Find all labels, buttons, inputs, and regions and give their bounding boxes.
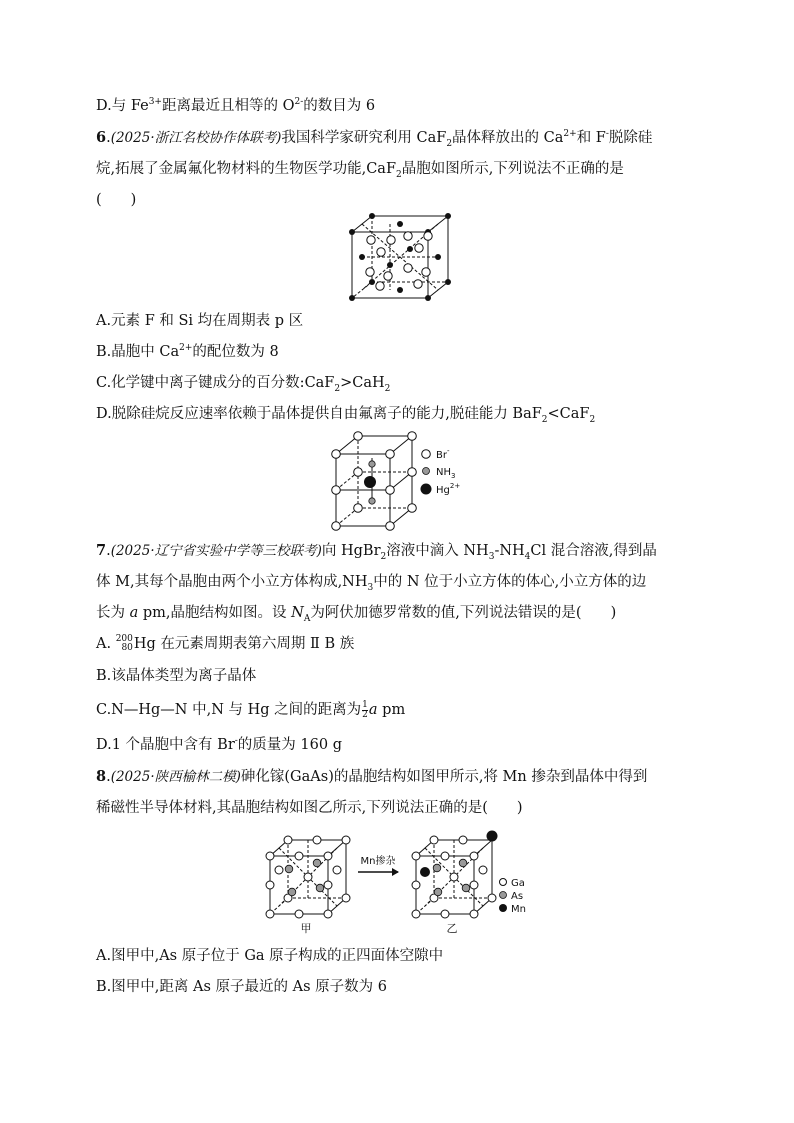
q7-stem-line3: 长为 a pm,晶胞结构如图。设 $N_A$为阿伏加德罗常数的值,下列说法错误的是( ) (96, 605, 617, 624)
mn-doping-label: Mn掺杂 (360, 856, 396, 867)
gaas-cell-jia (266, 836, 350, 918)
q8-option-b: B.图甲中,距离 As 原子最近的 As 原子数为 6 (96, 979, 387, 995)
q6-option-d: D.脱除硅烷反应速率依赖于晶体提供自由氟离子的能力,脱硅能力 BaF$_2$<CaF$_2$ (96, 406, 596, 425)
q7-option-c: C.N—Hg—N 中,N 与 Hg 之间的距离为 $\frac{1}{2}$ a pm (96, 699, 406, 720)
q7-option-a: A. 200 80 Hg 在元素周期表第六周期 Ⅱ B 族 (96, 634, 355, 653)
q6-stem-line1: 6.(2025·浙江名校协作体联考)我国科学家研究利用 CaF$_2$晶体释放出的 $Ca^{2+}$和 F-脱除硅 (96, 129, 653, 149)
gaas-cells-figure (262, 826, 537, 938)
legend-ga: Ga (511, 878, 525, 889)
caption-jia: 甲 (300, 922, 312, 935)
q6-option-a: A.元素 F 和 Si 均在周期表 p 区 (96, 313, 304, 329)
q8-stem-line1: 8.(2025·陕西榆林二模)砷化镓(GaAs)的晶胞结构如图甲所示,将 Mn 掺杂到晶体中得到 (96, 768, 648, 785)
q6-answer-paren: ( ) (96, 192, 137, 208)
legend-hg: $Hg^{2+}$ (436, 482, 461, 496)
q7-stem-line1: 7.(2025·辽宁省实验中学等三校联考)向 HgBr$_2$溶液中滴入 $NH_3-NH_4Cl$ 混合溶液,得到晶 (96, 542, 657, 562)
q7-option-d: D.1 个晶胞中含有 Br-的质量为 160 g (96, 736, 342, 753)
q8-option-a: A.图甲中,As 原子位于 Ga 原子构成的正四面体空隙中 (96, 948, 444, 964)
legend-as: As (511, 891, 524, 902)
q6-stem-line2: 烷,拓展了金属氟化物材料的生物医学功能,CaF$_2$晶胞如图所示,下列说法不正确的是 (96, 161, 624, 180)
q6-option-b: B.晶胞中 $Ca^{2+}$的配位数为 8 (96, 343, 279, 360)
q6-option-c: C.化学键中离子键成分的百分数:CaF$_2$>CaH$_2$ (96, 375, 391, 394)
q7-option-b: B.该晶体类型为离子晶体 (96, 668, 257, 684)
legend-mn: Mn (511, 904, 526, 915)
hg-crystal-figure (330, 430, 480, 535)
caf2-unit-cell-figure (336, 212, 452, 302)
legend-br: Br- (436, 447, 450, 461)
q8-stem-line2: 稀磁性半导体材料,其晶胞结构如图乙所示,下列说法正确的是( ) (96, 800, 523, 816)
q7-stem-line2: 体 M,其每个晶胞由两个小立方体构成$,NH_3$中的 N 位于小立方体的体心,小立方体的边 (96, 574, 647, 593)
legend-nh3: $NH_3$ (436, 467, 456, 480)
caption-yi: 乙 (446, 922, 458, 935)
gaas-cell-yi (412, 831, 498, 919)
q5-option-d: D.与 $Fe^{3+}$距离最近且相等的 $O^{2-}$的数目为 6 (96, 97, 376, 114)
